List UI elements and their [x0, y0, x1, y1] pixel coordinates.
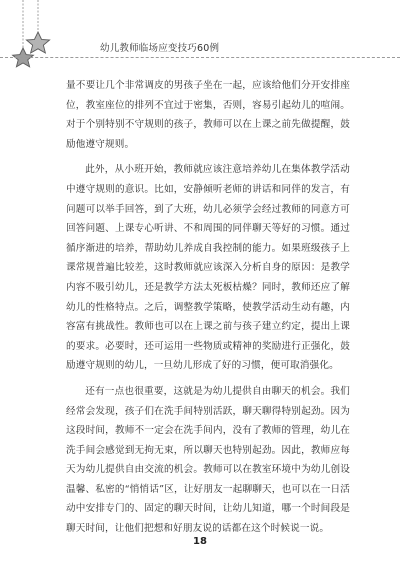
paragraph: 还有一点也很重要，这就是为幼儿提供自由聊天的机会。我们经常会发现，孩子们在洗手间特别活跃，聊天聊得特别起劲。因为这段时间，教师不一定会在洗手间内，没有了教师的管理，幼儿在洗手间会感觉到无拘无束，所以聊天也特别起劲。因此，教师应每天为幼儿提供自由交流的机会。教师可以在教室环境中为幼儿创设温馨、私密的“悄悄话”区，让好朋友一起聊聊天，也可以在一日活动中安排专门的、固定的聊天时间，让幼儿知道，哪一个时间段是聊天时间，让他们把想和好朋友说的话都在这个时候说一说。: [66, 385, 350, 535]
page-number: 18: [193, 536, 207, 547]
book-title: 幼儿教师临场应变技巧60例: [100, 43, 220, 54]
header-dashed-rule: [0, 57, 400, 58]
paragraph: 此外，从小班开始，教师就应该注意培养幼儿在集体教学活动中遵守规则的意识。比如，安静倾听老师的讲话和同伴的发言，有问题可以举手回答，到了大班，幼儿必须学会经过教师的同意方可回答问题、上课专心听讲、不和周围的同伴聊天等好的习惯。通过循序渐进的培养，帮助幼儿养成自我控制的能力。如果班级孩子上课常规普遍比较差，这时教师就应该深入分析自身的原因：是教学内容不吸引幼儿，还是教学方法太死板枯燥？同时，教师还应了解幼儿的性格特点。之后，调整教学策略，使教学活动生动有趣，内容富有挑战性。教师也可以在上课之前与孩子建立约定，提出上课的要求。必要时，还可运用一些物质或精神的奖励进行正强化，鼓励遵守规则的幼儿，一旦幼儿形成了好的习惯，便可取消强化。: [66, 164, 350, 372]
page-header: [0, 0, 400, 76]
star-decoration-icon: [0, 0, 120, 76]
paragraph-continuation: 量不要让几个非常调皮的男孩子坐在一起，应该给他们分开安排座位，教室座位的排列不宜过于密集，否则，容易引起幼儿的喧闹。对于个别特别不守规则的孩子，教师可以在上课之前先做提醒，鼓励他遵守规则。: [66, 80, 350, 150]
star-right-icon: [26, 32, 49, 53]
page-body: [66, 76, 350, 539]
